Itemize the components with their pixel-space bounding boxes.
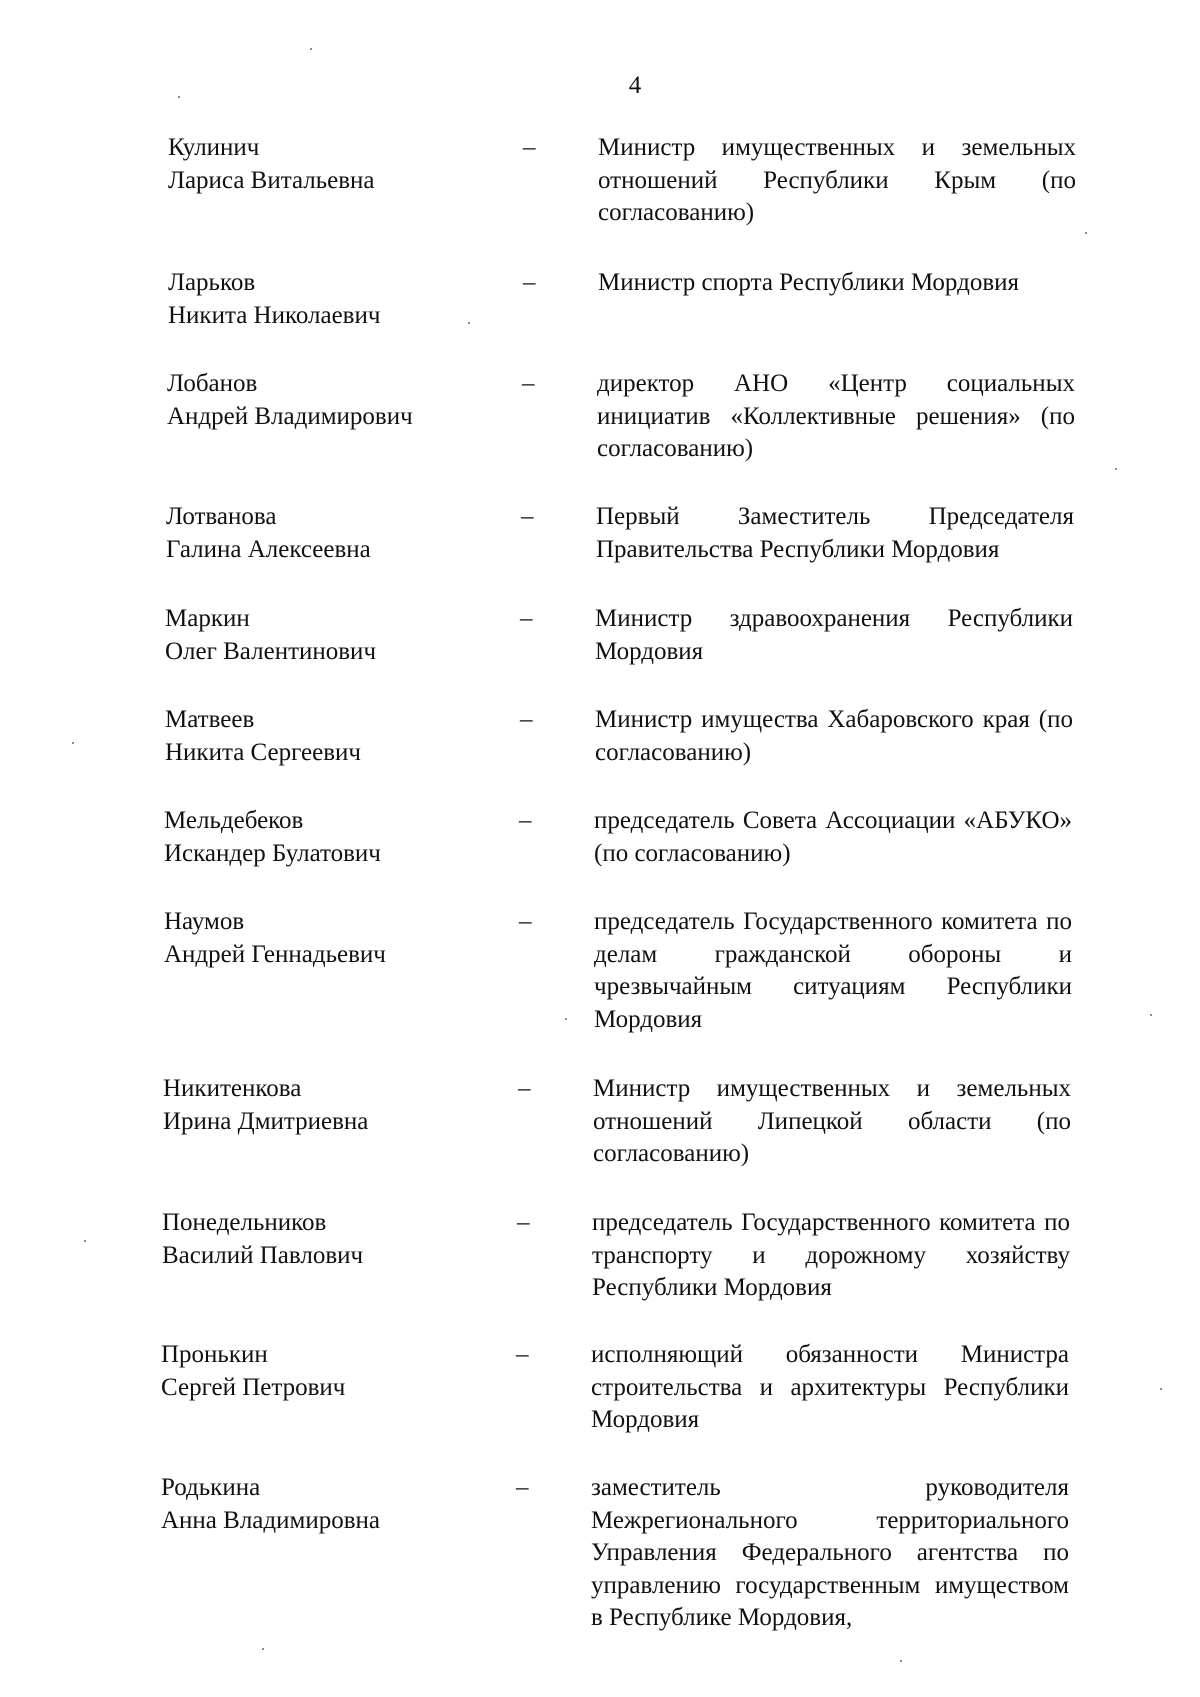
position-title: Министр имущества Хабаровского края (по согласованию)	[595, 706, 1073, 766]
person-name	[165, 603, 505, 668]
scan-speck	[262, 1648, 264, 1650]
person-name	[161, 1472, 501, 1537]
separator-dash: –	[516, 1474, 529, 1501]
given-names: Анна Владимировна	[161, 1506, 380, 1534]
person-name	[164, 906, 504, 971]
surname: Наумов	[164, 908, 245, 935]
position-title: председатель Совета Ассоциации «АБУКО» (по согласованию)	[594, 807, 1072, 867]
person-name	[166, 501, 506, 566]
scan-speck	[1160, 1388, 1162, 1390]
surname: Лотванова	[166, 503, 277, 530]
given-names: Сергей Петрович	[161, 1373, 346, 1401]
separator-dash: –	[519, 807, 532, 834]
person-name	[167, 368, 507, 433]
surname: Матвеев	[165, 706, 255, 733]
position-title: исполняющий обязанности Министра строительства и архитектуры Республики Мордовия	[591, 1341, 1069, 1433]
surname: Родькина	[161, 1474, 261, 1501]
given-names: Никита Сергеевич	[165, 738, 361, 766]
surname: Маркин	[165, 605, 250, 632]
given-names: Ирина Дмитриевна	[163, 1107, 369, 1135]
separator-dash: –	[523, 269, 536, 296]
separator-dash: –	[517, 1209, 530, 1236]
given-names: Андрей Геннадьевич	[164, 940, 386, 968]
separator-dash: –	[520, 605, 533, 632]
position-title: заместитель руководителя Межрегионального территориального Управления Федерального агентства по управлению государственным имуществом в Республике Мордовия,	[591, 1474, 1069, 1631]
given-names: Андрей Владимирович	[167, 402, 413, 430]
person-name	[163, 1073, 503, 1138]
scan-speck	[1150, 1014, 1152, 1016]
given-names: Галина Алексеевна	[166, 535, 371, 563]
surname: Никитенкова	[163, 1075, 302, 1102]
given-names: Олег Валентинович	[165, 637, 377, 665]
page-number: 4	[628, 72, 642, 99]
surname: Понедельников	[162, 1209, 327, 1236]
surname: Пронькин	[161, 1341, 268, 1368]
surname: Лобанов	[167, 370, 258, 397]
scan-speck	[900, 1660, 902, 1662]
scan-speck	[84, 1240, 86, 1242]
person-name	[162, 1207, 502, 1272]
scan-speck	[310, 48, 312, 50]
position-title: Первый Заместитель Председателя Правительства Республики Мордовия	[596, 503, 1074, 563]
position-title: председатель Государственного комитета по транспорту и дорожному хозяйству Республики Мордовия	[592, 1209, 1070, 1301]
position-title: директор АНО «Центр социальных инициатив «Коллективные решения» (по согласованию)	[597, 370, 1075, 462]
separator-dash: –	[519, 908, 532, 935]
scan-speck	[72, 742, 74, 744]
given-names: Лариса Витальевна	[168, 166, 375, 194]
scan-speck	[1085, 232, 1087, 234]
surname: Кулинич	[168, 134, 260, 161]
given-names: Никита Николаевич	[168, 301, 381, 329]
position-title: Министр имущественных и земельных отношений Липецкой области (по согласованию)	[593, 1075, 1071, 1167]
surname: Ларьков	[168, 269, 256, 296]
separator-dash: –	[518, 1075, 531, 1102]
surname: Мельдебеков	[164, 807, 304, 834]
separator-dash: –	[523, 134, 536, 161]
given-names: Василий Павлович	[162, 1241, 364, 1269]
scan-speck	[468, 322, 470, 324]
separator-dash: –	[516, 1341, 529, 1368]
person-name	[165, 704, 505, 769]
separator-dash: –	[520, 706, 533, 733]
position-title: Министр имущественных и земельных отношений Республики Крым (по согласованию)	[598, 134, 1076, 226]
given-names: Искандер Булатович	[164, 839, 381, 867]
scan-speck	[565, 1018, 567, 1020]
position-title: Министр здравоохранения Республики Мордовия	[595, 605, 1073, 665]
person-name	[164, 805, 504, 870]
person-name	[168, 132, 508, 197]
person-name	[168, 267, 508, 332]
position-title: председатель Государственного комитета по делам гражданской обороны и чрезвычайным ситуациям Республики Мордовия	[594, 908, 1072, 1033]
position-title: Министр спорта Республики Мордовия	[598, 269, 1020, 296]
person-name	[161, 1339, 501, 1404]
scan-speck	[1115, 468, 1117, 470]
separator-dash: –	[522, 370, 535, 397]
scan-speck	[178, 96, 180, 98]
separator-dash: –	[521, 503, 534, 530]
